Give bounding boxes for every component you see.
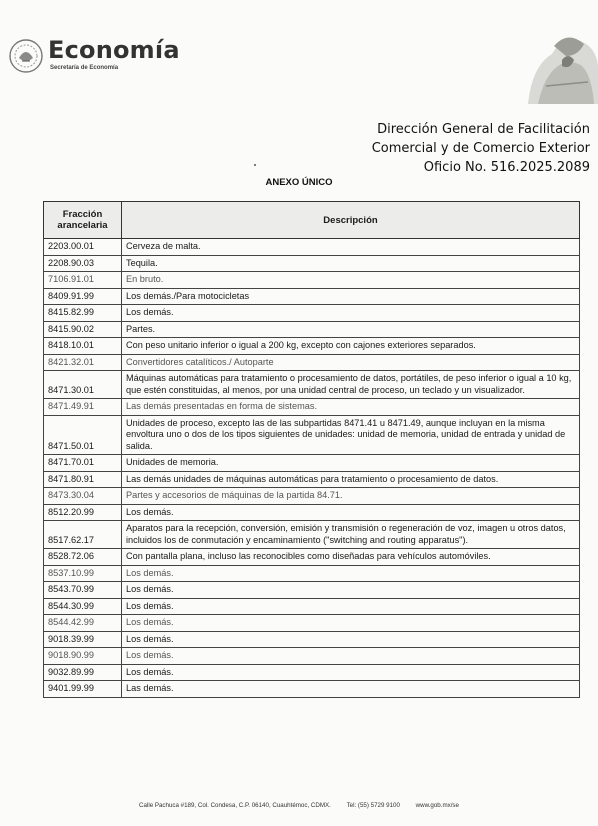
table-row (44, 521, 580, 549)
tariff-fraction-cell: 8528.72.06 (44, 549, 122, 566)
tariff-fraction-cell: 8415.82.99 (44, 305, 122, 322)
table-row (44, 615, 580, 632)
description-cell: Las demás unidades de máquinas automáticas para tratamiento o procesamiento de datos. (122, 471, 580, 488)
tariff-fraction-cell: 8415.90.02 (44, 321, 122, 338)
tariff-fraction-cell: 7106.91.01 (44, 272, 122, 289)
description-cell: Los demás./Para motocicletas (122, 288, 580, 305)
header-fraction: Fracción arancelaria (44, 202, 122, 239)
office-line-2: Comercial y de Comercio Exterior (371, 141, 590, 156)
tariff-fraction-cell: 8544.30.99 (44, 598, 122, 615)
description-cell: Las demás. (122, 681, 580, 698)
description-cell: Con peso unitario inferior o igual a 200 kg, excepto con cajones exteriores separados. (122, 338, 580, 355)
description-cell: En bruto. (122, 272, 580, 289)
table-row (44, 471, 580, 488)
table-row (44, 565, 580, 582)
tariff-table (43, 201, 580, 698)
description-cell: Tequila. (122, 255, 580, 272)
table-row (44, 455, 580, 472)
description-cell: Los demás. (122, 631, 580, 648)
table-body (44, 239, 580, 698)
table-row (44, 415, 580, 455)
table-row (44, 681, 580, 698)
table-row (44, 648, 580, 665)
brand-name: Economía (48, 36, 180, 64)
footer-website: www.gob.mx/se (415, 802, 459, 809)
tariff-fraction-cell: 9032.89.99 (44, 664, 122, 681)
table-row (44, 354, 580, 371)
table-row (44, 272, 580, 289)
tariff-fraction-cell: 2203.00.01 (44, 239, 122, 256)
table-row (44, 371, 580, 399)
table-row (44, 488, 580, 505)
tariff-fraction-cell: 9018.39.99 (44, 631, 122, 648)
tariff-fraction-cell: 8418.10.01 (44, 338, 122, 355)
table-row (44, 239, 580, 256)
office-line-1: Dirección General de Facilitación (377, 122, 590, 137)
tariff-fraction-cell: 8471.49.91 (44, 399, 122, 416)
description-cell: Unidades de memoria. (122, 455, 580, 472)
description-cell: Partes. (122, 321, 580, 338)
page-footer (0, 802, 598, 809)
footer-address: Calle Pachuca #189, Col. Condesa, C.P. 06140, Cuauhtémoc, CDMX. (139, 802, 331, 809)
tariff-fraction-cell: 8543.70.99 (44, 582, 122, 599)
description-cell: Unidades de proceso, excepto las de las subpartidas 8471.41 u 8471.49, aunque incluyan en la misma envoltura uno o dos de los tipos siguientes de unidades: unidad de memoria, unidad de entrada y unidad de salida. (122, 415, 580, 455)
table-row (44, 255, 580, 272)
table-row (44, 582, 580, 599)
description-cell: Los demás. (122, 648, 580, 665)
tariff-fraction-cell: 8517.62.17 (44, 521, 122, 549)
tariff-fraction-cell: 8473.30.04 (44, 488, 122, 505)
description-cell: Los demás. (122, 305, 580, 322)
footer-phone: Tel: (55) 5729 9100 (346, 802, 400, 809)
table-header-row (44, 202, 580, 239)
description-cell: Los demás. (122, 504, 580, 521)
description-cell: Máquinas automáticas para tratamiento o procesamiento de datos, portátiles, de peso inferior o igual a 10 kg, que estén constituidas, al menos, por una unidad central de proceso, un teclado y un visualizador. (122, 371, 580, 399)
description-cell: Los demás. (122, 615, 580, 632)
tariff-fraction-cell: 8544.42.99 (44, 615, 122, 632)
tariff-fraction-cell: 2208.90.03 (44, 255, 122, 272)
description-cell: Los demás. (122, 664, 580, 681)
annex-title: ANEXO ÚNICO (265, 177, 333, 188)
table-row (44, 288, 580, 305)
tariff-fraction-cell: 8537.10.99 (44, 565, 122, 582)
tariff-fraction-cell: 8471.70.01 (44, 455, 122, 472)
letterhead-logo (8, 38, 188, 78)
description-cell: Convertidores catalíticos./ Autoparte (122, 354, 580, 371)
description-cell: Cerveza de malta. (122, 239, 580, 256)
description-cell: Los demás. (122, 565, 580, 582)
issuing-office-header (372, 120, 590, 177)
scan-speck (254, 164, 256, 166)
national-seal-icon (8, 38, 44, 74)
description-cell: Aparatos para la recepción, conversión, emisión y transmisión o regeneración de voz, imagen u otros datos, incluidos los de conmutación y encaminamiento ("switching and routing apparatus"). (122, 521, 580, 549)
office-number: Oficio No. 516.2025.2089 (423, 160, 590, 175)
table-row (44, 338, 580, 355)
tariff-fraction-cell: 8512.20.99 (44, 504, 122, 521)
table-row (44, 321, 580, 338)
header-description: Descripción (122, 202, 580, 239)
tariff-fraction-cell: 9401.99.99 (44, 681, 122, 698)
description-cell: Los demás. (122, 598, 580, 615)
tariff-fraction-cell: 9018.90.99 (44, 648, 122, 665)
tariff-fraction-cell: 8421.32.01 (44, 354, 122, 371)
description-cell: Los demás. (122, 582, 580, 599)
table-row (44, 549, 580, 566)
brand-subtitle: Secretaría de Economía (50, 65, 119, 71)
tariff-fraction-cell: 8471.80.91 (44, 471, 122, 488)
tariff-fraction-cell: 8471.30.01 (44, 371, 122, 399)
tariff-fraction-cell: 8471.50.01 (44, 415, 122, 455)
table-row (44, 399, 580, 416)
table-row (44, 305, 580, 322)
tariff-fraction-cell: 8409.91.99 (44, 288, 122, 305)
description-cell: Con pantalla plana, incluso las reconocibles como diseñadas para vehículos automóviles. (122, 549, 580, 566)
table-row (44, 598, 580, 615)
description-cell: Partes y accesorios de máquinas de la partida 84.71. (122, 488, 580, 505)
description-cell: Las demás presentadas en forma de sistemas. (122, 399, 580, 416)
table-row (44, 664, 580, 681)
decorative-emblem-icon (518, 26, 598, 106)
table-row (44, 631, 580, 648)
table-row (44, 504, 580, 521)
